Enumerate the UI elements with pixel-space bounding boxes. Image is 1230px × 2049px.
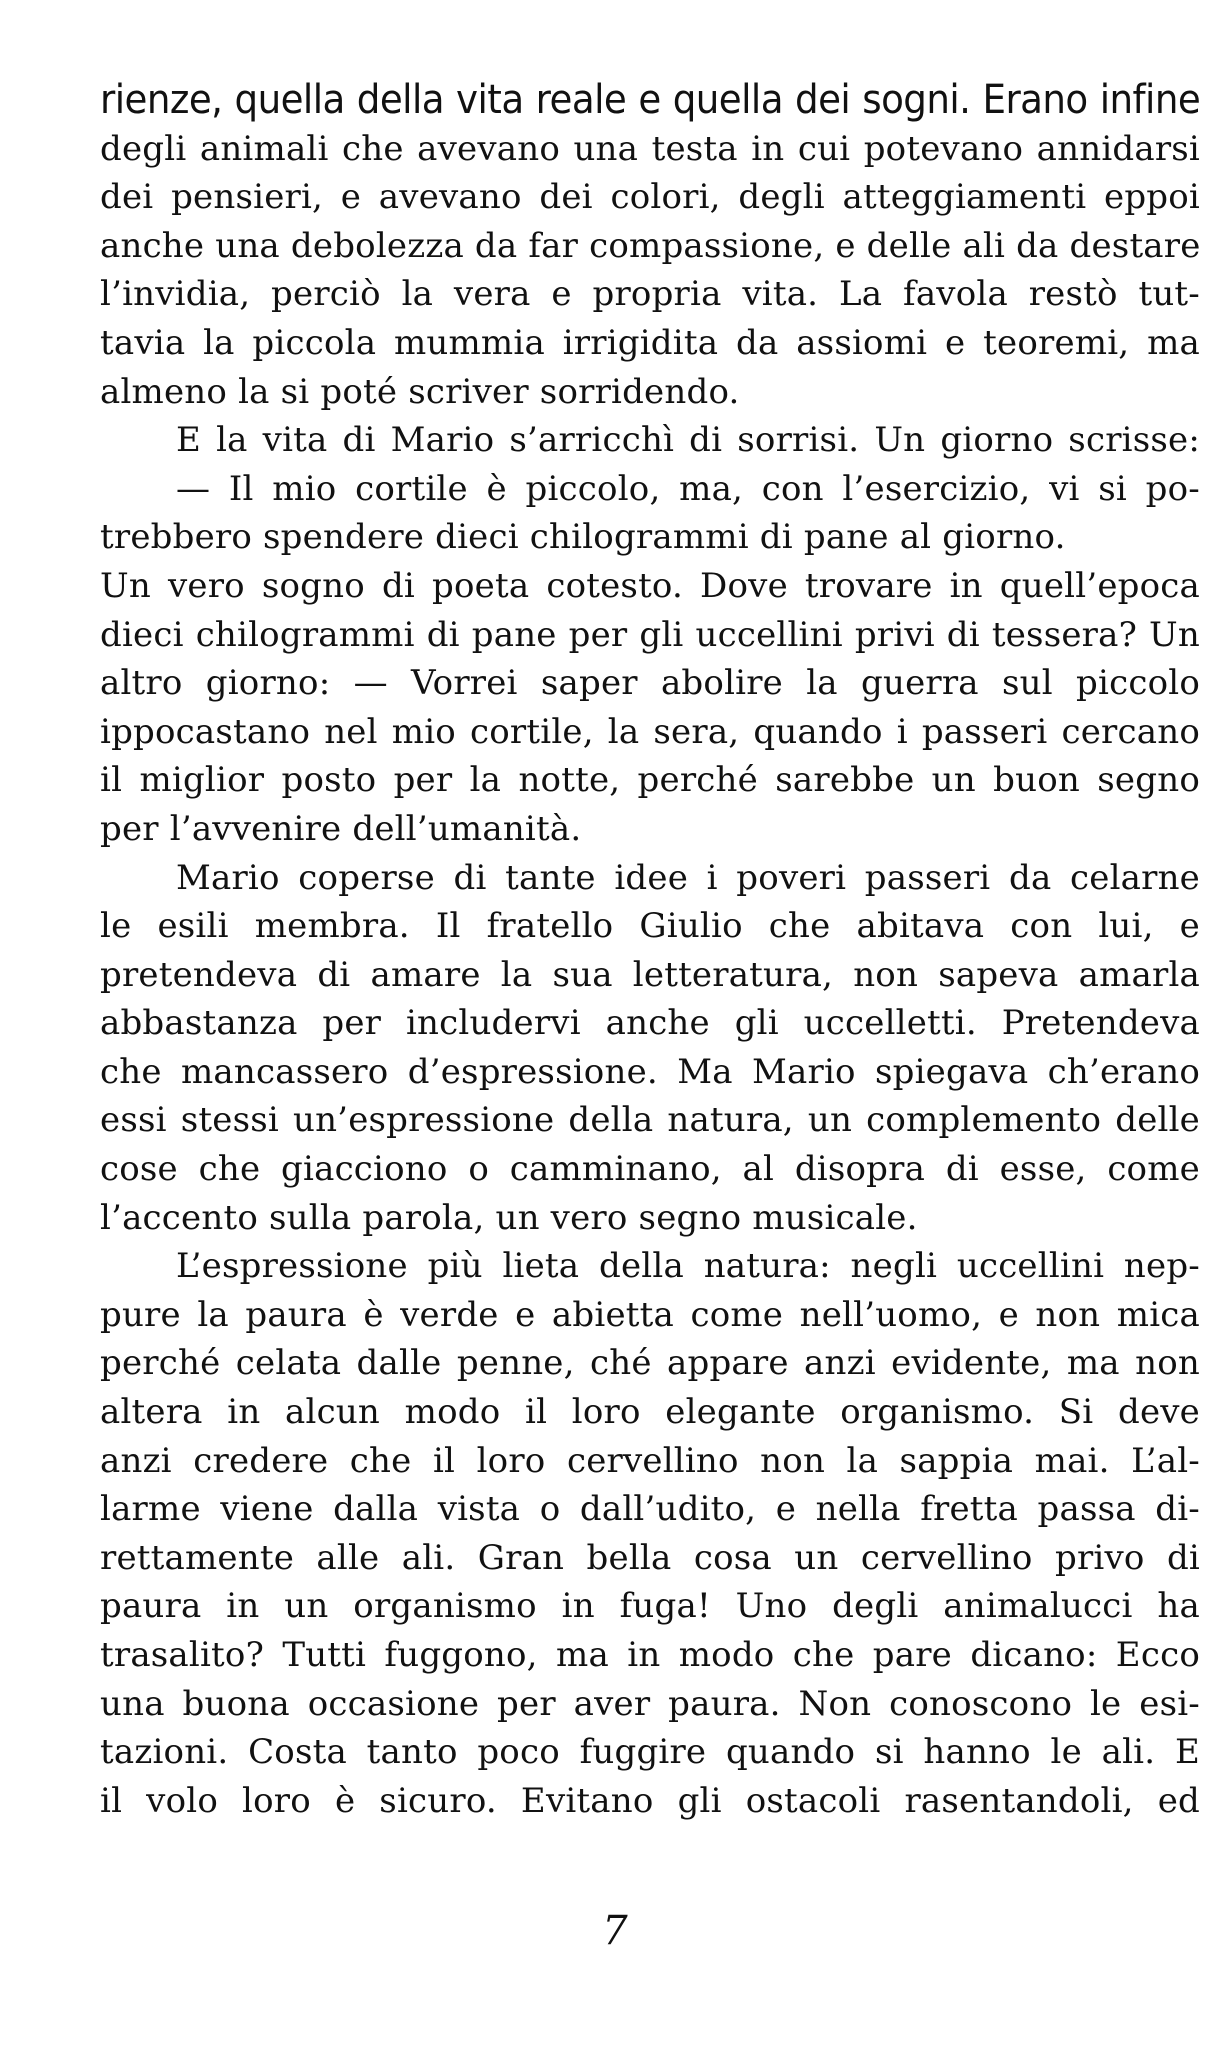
text-line: Mario coperse di tante idee i poveri passeri da celarne: [176, 857, 1200, 898]
text-line: L’espressione più lieta della natura: negli uccellini nep-: [176, 1246, 1200, 1287]
text-line: — Il mio cortile è piccolo, ma, con l’esercizio, vi si po-: [176, 468, 1200, 509]
text-line: trasalito? Tutti fuggono, ma in modo che pare dicano: Ecco: [100, 1635, 1200, 1675]
text-line: per l’avvenire dell’umanità.: [100, 808, 582, 849]
text-line: essi stessi un’espressione della natura, un complemento delle: [100, 1100, 1200, 1141]
text-line: larme viene dalla vista o dall’udito, e nella fretta passa di-: [100, 1489, 1200, 1530]
text-line: pure la paura è verde e abietta come nell’uomo, e non mica: [100, 1294, 1200, 1335]
body-text: [100, 76, 1200, 1825]
text-line: pretendeva di amare la sua letteratura, non sapeva amarla: [100, 954, 1200, 995]
text-line: il miglior posto per la notte, perché sarebbe un buon segno: [100, 760, 1200, 801]
text-line: dei pensieri, e avevano dei colori, degli atteggiamenti eppoi: [100, 177, 1200, 218]
text-line: degli animali che avevano una testa in cui potevano annidarsi: [100, 128, 1200, 169]
text-line: l’accento sulla parola, un vero segno musicale.: [100, 1197, 918, 1238]
text-line: l’invidia, perciò la vera e propria vita. La favola restò tut-: [100, 274, 1200, 315]
page-number: 7: [602, 1908, 628, 1954]
text-line: tazioni. Costa tanto poco fuggire quando si hanno le ali. E: [100, 1732, 1200, 1773]
text-line: rettamente alle ali. Gran bella cosa un cervellino privo di: [100, 1537, 1200, 1578]
text-line: cose che giacciono o camminano, al disopra di esse, come: [100, 1149, 1200, 1190]
text-line: altro giorno: — Vorrei saper abolire la guerra sul piccolo: [100, 663, 1200, 704]
text-line: E la vita di Mario s’arricchì di sorrisi. Un giorno scrisse:: [176, 420, 1200, 461]
text-line: che mancassero d’espressione. Ma Mario spiegava ch’erano: [100, 1051, 1200, 1092]
text-line: almeno la si poté scriver sorridendo.: [100, 371, 740, 412]
text-line: le esili membra. Il fratello Giulio che abitava con lui, e: [100, 906, 1200, 947]
text-line: abbastanza per includervi anche gli uccelletti. Pretendeva: [100, 1003, 1200, 1044]
text-line: dieci chilogrammi di pane per gli uccellini privi di tessera? Un: [100, 614, 1200, 655]
text-line: una buona occasione per aver paura. Non conoscono le esi-: [100, 1683, 1200, 1724]
text-line: Un vero sogno di poeta cotesto. Dove trovare in quell’epoca: [100, 565, 1200, 606]
text-line: paura in un organismo in fuga! Uno degli animalucci ha: [100, 1586, 1200, 1627]
text-line: rienze, quella della vita reale e quella dei sogni. Erano infine: [100, 77, 1201, 123]
text-line: ippocastano nel mio cortile, la sera, quando i passeri cercano: [100, 711, 1200, 752]
text-line: tavia la piccola mummia irrigidita da assiomi e teoremi, ma: [100, 322, 1200, 363]
text-line: il volo loro è sicuro. Evitano gli ostacoli rasentandoli, ed: [100, 1780, 1200, 1821]
text-line: anzi credere che il loro cervellino non la sappia mai. L’al-: [100, 1440, 1200, 1481]
text-line: perché celata dalle penne, ché appare anzi evidente, ma non: [100, 1343, 1200, 1384]
text-line: altera in alcun modo il loro elegante organismo. Si deve: [100, 1392, 1200, 1433]
text-line: anche una debolezza da far compassione, e delle ali da destare: [100, 225, 1201, 266]
text-line: trebbero spendere dieci chilogrammi di pane al giorno.: [100, 517, 1066, 558]
